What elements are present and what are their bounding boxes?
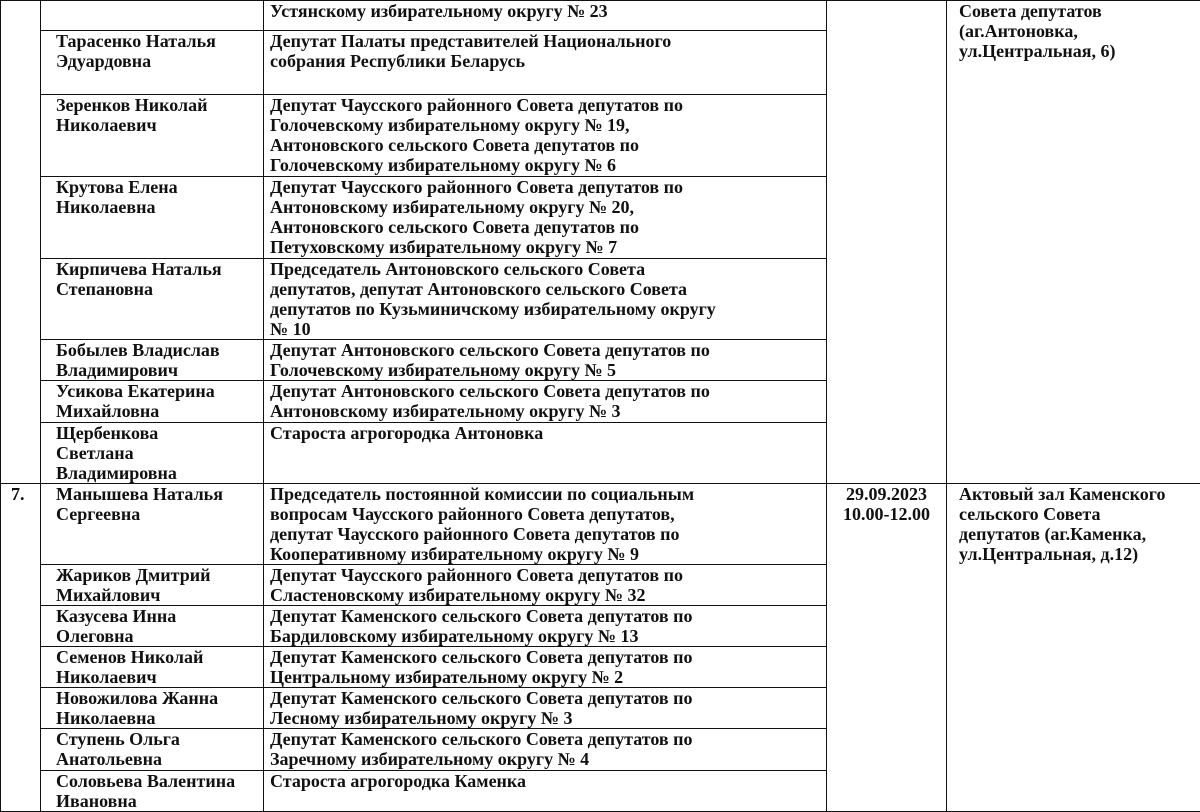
position-line: Голочевскому избирательному округу № 19, (270, 115, 822, 135)
position-line: Депутат Палаты представителей Национального (270, 31, 822, 51)
position-line: Председатель Антоновского сельского Совета (270, 259, 822, 279)
position-line: Антоновскому избирательному округу № 20, (270, 197, 822, 217)
position-line: собрания Республики Беларусь (270, 51, 822, 71)
name-line: Семенов Николай (56, 647, 259, 667)
position-cell (264, 423, 827, 484)
name-cell (41, 1, 264, 31)
position-line: депутат Чаусского районного Совета депутатов по (270, 524, 822, 544)
position-line: Староста агрогородка Каменка (270, 771, 822, 791)
reception-time: 10.00-12.00 (829, 504, 944, 524)
name-line: Анатольевна (56, 749, 259, 769)
name-cell (41, 259, 264, 340)
position-line: № 10 (270, 319, 822, 339)
place-line: сельского Совета (959, 504, 1196, 524)
name-line: Новожилова Жанна (56, 688, 259, 708)
name-line: Николаевна (56, 197, 259, 217)
name-line: Ступень Ольга (56, 729, 259, 749)
name-line: Николаевна (56, 708, 259, 728)
name-line: Бобылев Владислав (56, 340, 259, 360)
position-cell (264, 729, 827, 771)
name-line: Ивановна (56, 791, 259, 811)
position-cell (264, 565, 827, 606)
name-line: Казусева Инна (56, 606, 259, 626)
position-cell (264, 95, 827, 177)
position-line: Депутат Антоновского сельского Совета депутатов по (270, 340, 822, 360)
position-cell (264, 177, 827, 259)
position-line: Антоновского сельского Совета депутатов по (270, 135, 822, 155)
position-line: Голочевскому избирательному округу № 6 (270, 155, 822, 175)
position-line: Депутат Чаусского районного Совета депутатов по (270, 565, 822, 585)
name-line: Манышева Наталья (56, 484, 259, 504)
name-line: Николаевич (56, 115, 259, 135)
name-cell (41, 31, 264, 95)
position-cell (264, 688, 827, 729)
position-line: Центральному избирательному округу № 2 (270, 667, 822, 687)
name-cell (41, 771, 264, 812)
place-line: Совета депутатов (959, 1, 1196, 21)
date-cell (827, 1, 947, 484)
position-line: Депутат Каменского сельского Совета депутатов по (270, 606, 822, 626)
name-cell (41, 340, 264, 381)
position-line: Антоновского сельского Совета депутатов по (270, 217, 822, 237)
position-line: Депутат Каменского сельского Совета депутатов по (270, 647, 822, 667)
position-line: Депутат Чаусского районного Совета депутатов по (270, 95, 822, 115)
date-cell (827, 484, 947, 812)
position-line: Антоновскому избирательному округу № 3 (270, 401, 822, 421)
position-cell (264, 606, 827, 647)
position-line: Депутат Каменского сельского Совета депутатов по (270, 688, 822, 708)
position-line: депутатов, депутат Антоновского сельского Совета (270, 279, 822, 299)
name-line: Щербенкова (56, 423, 259, 443)
place-line: (аг.Антоновка, (959, 21, 1196, 41)
place-line: депутатов (аг.Каменка, (959, 524, 1196, 544)
table-row (1, 1, 1200, 31)
position-line: Сластеновскому избирательному округу № 32 (270, 585, 822, 605)
name-line: Зеренков Николай (56, 95, 259, 115)
row-number-cell (1, 1, 41, 484)
place-line: ул.Центральная, 6) (959, 41, 1196, 61)
name-cell (41, 688, 264, 729)
position-line: Депутат Чаусского районного Совета депутатов по (270, 177, 822, 197)
name-line: Михайлович (56, 585, 259, 605)
position-line: Депутат Каменского сельского Совета депутатов по (270, 729, 822, 749)
row-number-cell (1, 484, 41, 812)
place-line: Актовый зал Каменского (959, 484, 1196, 504)
name-line: Тарасенко Наталья (56, 31, 259, 51)
name-line: Михайловна (56, 401, 259, 421)
name-cell (41, 565, 264, 606)
name-line: Соловьева Валентина (56, 771, 259, 791)
position-line: Кооперативному избирательному округу № 9 (270, 544, 822, 564)
name-line: Крутова Елена (56, 177, 259, 197)
name-line: Эдуардовна (56, 51, 259, 71)
name-line: Жариков Дмитрий (56, 565, 259, 585)
position-cell (264, 484, 827, 565)
name-line: Олеговна (56, 626, 259, 646)
position-line: Лесному избирательному округу № 3 (270, 708, 822, 728)
place-cell (947, 1, 1200, 484)
reception-date: 29.09.2023 (829, 484, 944, 504)
name-cell (41, 729, 264, 771)
position-line: Петуховскому избирательному округу № 7 (270, 237, 822, 257)
position-line: вопросам Чаусского районного Совета депутатов, (270, 504, 822, 524)
position-line: Председатель постоянной комиссии по социальным (270, 484, 822, 504)
name-line: Владимирович (56, 360, 259, 380)
position-line: Голочевскому избирательному округу № 5 (270, 360, 822, 380)
position-cell (264, 771, 827, 812)
name-cell (41, 647, 264, 688)
position-cell (264, 647, 827, 688)
position-cell (264, 31, 827, 95)
name-cell (41, 177, 264, 259)
name-cell (41, 606, 264, 647)
name-line: Николаевич (56, 667, 259, 687)
name-line: Усикова Екатерина (56, 381, 259, 401)
name-line: Светлана (56, 443, 259, 463)
name-cell (41, 423, 264, 484)
position-cell (264, 259, 827, 340)
place-line: ул.Центральная, д.12) (959, 544, 1196, 564)
position-line: Староста агрогородка Антоновка (270, 423, 822, 443)
name-cell (41, 95, 264, 177)
position-line: Устянскому избирательному округу № 23 (270, 1, 822, 21)
position-cell (264, 1, 827, 31)
position-cell (264, 340, 827, 381)
position-line: Депутат Антоновского сельского Совета депутатов по (270, 381, 822, 401)
position-line: Заречному избирательному округу № 4 (270, 749, 822, 769)
name-line: Степановна (56, 279, 259, 299)
position-line: Бардиловскому избирательному округу № 13 (270, 626, 822, 646)
table-row (1, 484, 1200, 565)
name-line: Владимировна (56, 463, 259, 483)
position-line: депутатов по Кузьминичскому избирательному округу (270, 299, 822, 319)
place-cell (947, 484, 1200, 812)
name-line: Кирпичева Наталья (56, 259, 259, 279)
name-cell (41, 484, 264, 565)
name-line: Сергеевна (56, 504, 259, 524)
position-cell (264, 381, 827, 423)
row-number: 7. (11, 484, 36, 504)
name-cell (41, 381, 264, 423)
